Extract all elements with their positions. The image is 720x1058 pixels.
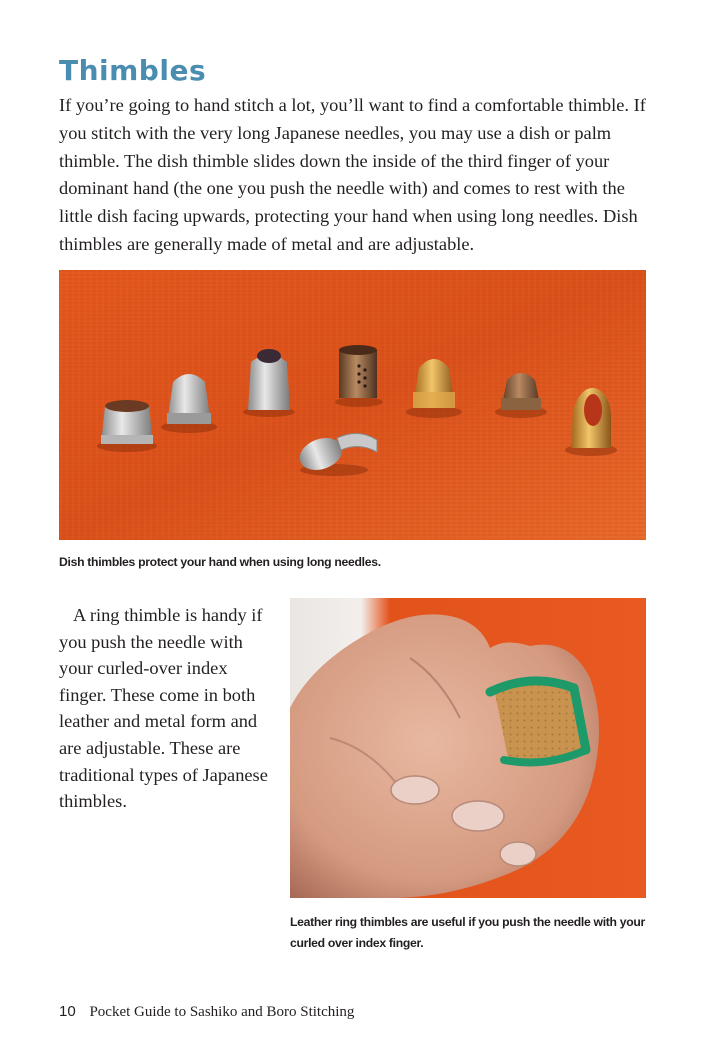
section-heading: Thimbles (59, 54, 207, 87)
page-footer (59, 1003, 354, 1021)
book-title: Pocket Guide to Sashiko and Boro Stitching (89, 1004, 355, 1020)
ring-thimble-photo (290, 598, 646, 898)
figure2-caption: Leather ring thimbles are useful if you push the needle with your curled over index finger. (290, 915, 645, 950)
thimble-1 (97, 400, 157, 452)
ring-thimble-paragraph (59, 602, 274, 815)
figure1-caption: Dish thimbles protect your hand when using long needles. (59, 555, 381, 569)
thimble-4 (335, 345, 383, 407)
page-number: 10 (59, 1003, 76, 1020)
thimbles-photo (59, 270, 646, 540)
intro-paragraph: If you’re going to hand stitch a lot, you’ll want to find a comfortable thimble. If you stitch with the very long Japanese needles, you may use a dish or palm thimble. The dish thimble slides down the inside of the third finger of your dominant hand (the one you push the needle with) and comes to rest with the little dish facing upwards, protecting your hand when using long needles. Dish thimbles are generally made of metal and are adjustable. (59, 95, 646, 254)
ring-thimble-text: A ring thimble is handy if you push the needle with your curled-over index finger. These come in both leather and metal form and are adjustable. These are traditional types of Japanese thimbles. (59, 605, 268, 812)
